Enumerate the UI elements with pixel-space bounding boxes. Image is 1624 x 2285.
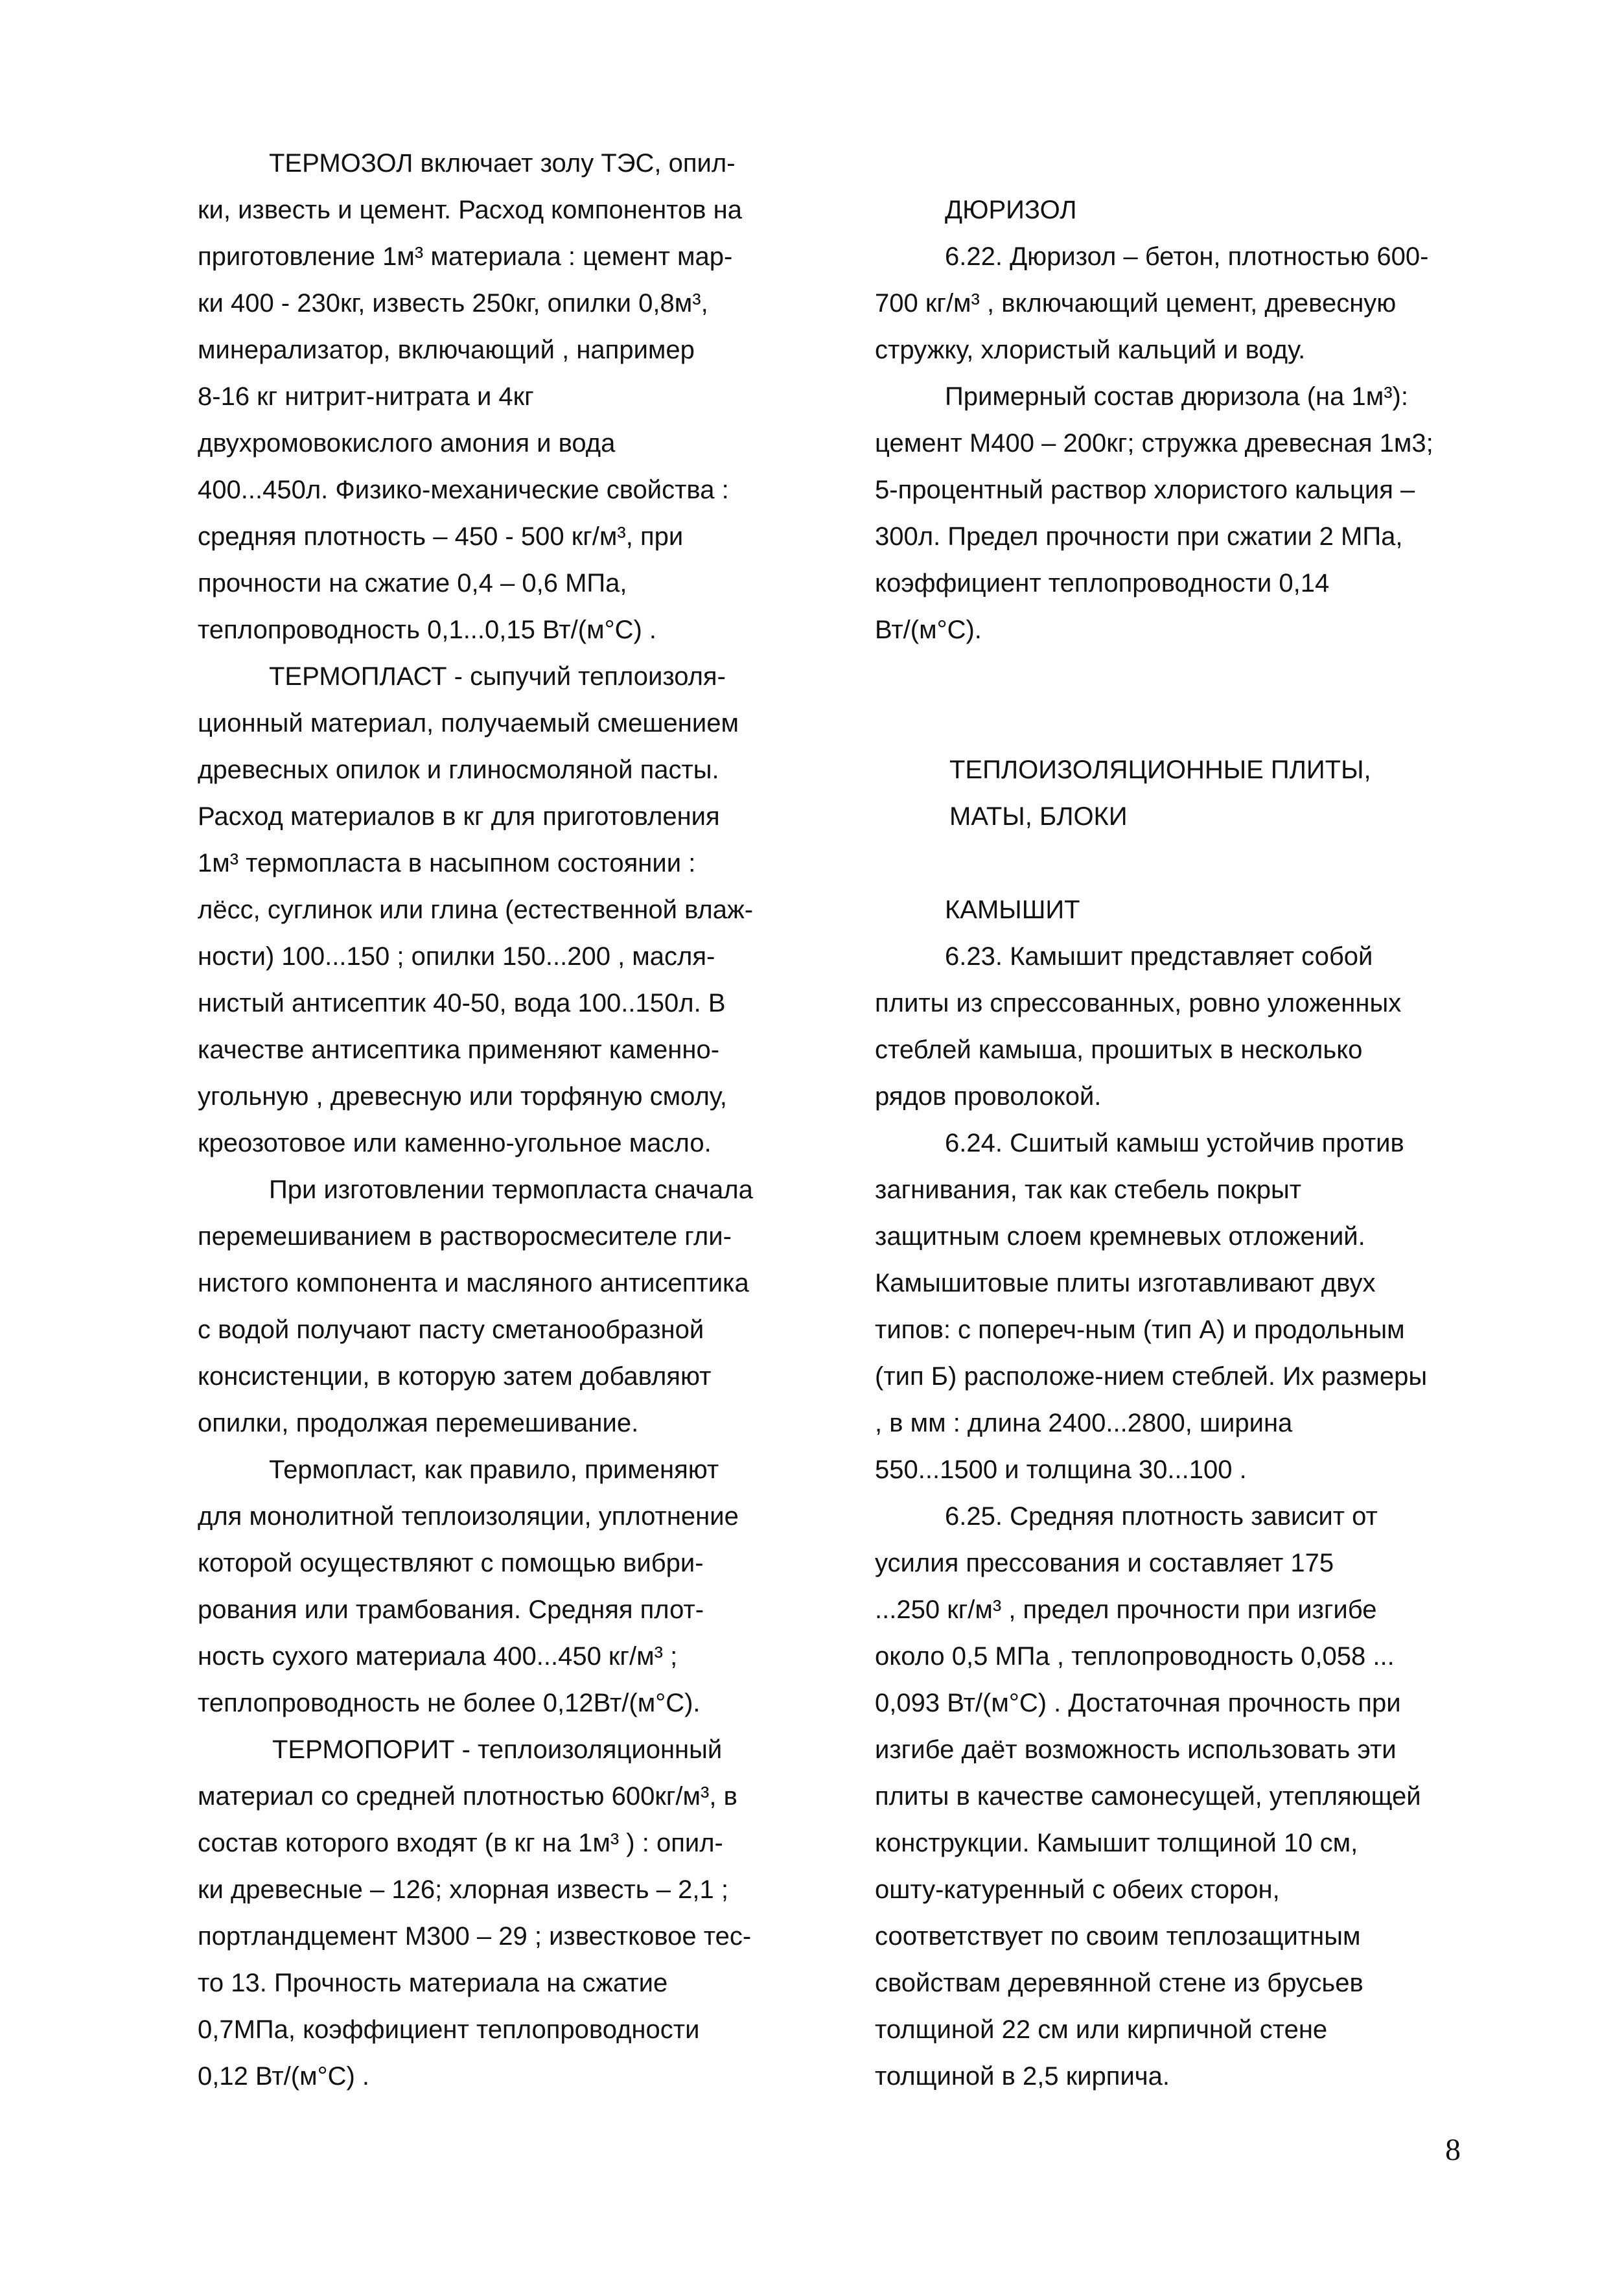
text-line: ности) 100...150 ; опилки 150...200 , масля- <box>198 942 715 971</box>
section-heading: КАМЫШИТ <box>945 896 1080 924</box>
text-line: средняя плотность – 450 - 500 кг/м³, при <box>198 522 684 551</box>
text-line: портландцемент М300 – 29 ; известковое тес- <box>198 1922 752 1951</box>
text-line: цемент М400 – 200кг; стружка древесная 1м3; <box>875 429 1433 458</box>
text-line: теплопроводность не более 0,12Вт/(м°С). <box>198 1689 701 1717</box>
text-line: около 0,5 МПа , теплопроводность 0,058 ... <box>875 1642 1395 1671</box>
text-line: с водой получают пасту сметанообразной <box>198 1316 704 1344</box>
text-line: плиты из спрессованных, ровно уложенных <box>875 989 1402 1017</box>
text-line: ность сухого материала 400...450 кг/м³ ; <box>198 1642 678 1671</box>
text-line: для монолитной теплоизоляции, уплотнение <box>198 1502 739 1531</box>
text-line: усилия прессования и составляет 175 <box>875 1549 1334 1577</box>
text-line: стружку, хлористый кальций и воду. <box>875 336 1306 364</box>
text-line: типов: с попереч-ным (тип А) и продольным <box>875 1316 1405 1344</box>
text-line: Вт/(м°С). <box>875 616 982 644</box>
text-line: материал со средней плотностью 600кг/м³, в <box>198 1782 737 1811</box>
page-number: 8 <box>1445 2133 1461 2167</box>
text-line: ционный материал, получаемый смешением <box>198 709 739 737</box>
text-line: Камышитовые плиты изготавливают двух <box>875 1269 1376 1297</box>
text-line: древесных опилок и глиносмоляной пасты. <box>198 756 719 784</box>
text-line: 550...1500 и толщина 30...100 . <box>875 1456 1247 1484</box>
text-line: 6.25. Средняя плотность зависит от <box>945 1502 1378 1531</box>
section-heading: ДЮРИЗОЛ <box>945 196 1077 224</box>
text-line: 8-16 кг нитрит-нитрата и 4кг <box>198 382 534 411</box>
text-line: опилки, продолжая перемешивание. <box>198 1409 639 1437</box>
text-line: 0,093 Вт/(м°С) . Достаточная прочность при <box>875 1689 1401 1717</box>
section-heading: ТЕПЛОИЗОЛЯЦИОННЫЕ ПЛИТЫ, <box>949 756 1371 784</box>
text-line: 1м³ термопласта в насыпном состоянии : <box>198 849 696 877</box>
text-line: консистенции, в которую затем добавляют <box>198 1362 712 1391</box>
text-line: соответствует по своим теплозащитным <box>875 1922 1361 1951</box>
text-line: Расход материалов в кг для приготовления <box>198 802 720 831</box>
text-line: минерализатор, включающий , например <box>198 336 695 364</box>
text-line: ки 400 - 230кг, известь 250кг, опилки 0,8м³, <box>198 289 708 318</box>
text-line: стеблей камыша, прошитых в несколько <box>875 1036 1363 1064</box>
text-line: Примерный состав дюризола (на 1м³): <box>945 382 1408 411</box>
text-line: приготовление 1м³ материала : цемент мар- <box>198 242 733 271</box>
text-line: 0,12 Вт/(м°С) . <box>198 2062 369 2091</box>
text-line: конструкции. Камышит толщиной 10 см, <box>875 1829 1358 1857</box>
text-line: креозотовое или каменно-угольное масло. <box>198 1129 712 1157</box>
text-line: теплопроводность 0,1...0,15 Вт/(м°С) . <box>198 616 657 644</box>
text-line: нистый антисептик 40-50, вода 100..150л. В <box>198 989 726 1017</box>
text-line: коэффициент теплопроводности 0,14 <box>875 569 1330 597</box>
text-line: прочности на сжатие 0,4 – 0,6 МПа, <box>198 569 627 597</box>
text-line: лёсс, суглинок или глина (естественной влаж- <box>198 896 754 924</box>
text-line: свойствам деревянной стене из брусьев <box>875 1969 1363 1997</box>
text-line: качестве антисептика применяют каменно- <box>198 1036 720 1064</box>
text-line: ошту-катуренный с обеих сторон, <box>875 1875 1280 1904</box>
section-heading: МАТЫ, БЛОКИ <box>949 802 1128 831</box>
text-line: толщиной 22 см или кирпичной стене <box>875 2015 1328 2044</box>
text-line: нистого компонента и масляного антисептика <box>198 1269 749 1297</box>
text-line: При изготовлении термопласта сначала <box>269 1176 753 1204</box>
text-line: (тип Б) расположе-нием стеблей. Их размеры <box>875 1362 1428 1391</box>
text-line: рядов проволокой. <box>875 1082 1102 1111</box>
text-line: двухромовокислого амония и вода <box>198 429 616 458</box>
text-line: защитным слоем кремневых отложений. <box>875 1222 1365 1251</box>
text-line: , в мм : длина 2400...2800, ширина <box>875 1409 1293 1437</box>
text-line: 6.23. Камышит представляет собой <box>945 942 1373 971</box>
text-line: 6.22. Дюризол – бетон, плотностью 600- <box>945 242 1429 271</box>
text-line: 6.24. Сшитый камыш устойчив против <box>945 1129 1404 1157</box>
text-line: 400...450л. Физико-механические свойства : <box>198 476 729 504</box>
text-line: ТЕРМОПЛАСТ - сыпучий теплоизоля- <box>269 662 726 691</box>
text-line: ТЕРМОПОРИТ - теплоизоляционный <box>272 1735 723 1764</box>
text-line: которой осуществляют с помощью вибри- <box>198 1549 704 1577</box>
text-line: 5-процентный раствор хлористого кальция – <box>875 476 1415 504</box>
text-line: ...250 кг/м³ , предел прочности при изгибе <box>875 1595 1377 1624</box>
text-line: рования или трамбования. Средняя плот- <box>198 1595 704 1624</box>
text-line: угольную , древесную или торфяную смолу, <box>198 1082 727 1111</box>
text-line: то 13. Прочность материала на сжатие <box>198 1969 668 1997</box>
text-line: плиты в качестве самонесущей, утепляющей <box>875 1782 1421 1811</box>
text-line: состав которого входят (в кг на 1м³ ) : опил- <box>198 1829 723 1857</box>
text-line: Термопласт, как правило, применяют <box>269 1456 719 1484</box>
text-line: 0,7МПа, коэффициент теплопроводности <box>198 2015 700 2044</box>
text-line: ки древесные – 126; хлорная известь – 2,1 ; <box>198 1875 728 1904</box>
text-line: изгибе даёт возможность использовать эти <box>875 1735 1397 1764</box>
text-line: толщиной в 2,5 кирпича. <box>875 2062 1170 2091</box>
text-line: перемешиванием в растворосмесителе гли- <box>198 1222 732 1251</box>
text-line: ТЕРМОЗОЛ включает золу ТЭС, опил- <box>269 149 736 178</box>
text-line: ки, известь и цемент. Расход компонентов на <box>198 196 742 224</box>
text-line: 300л. Предел прочности при сжатии 2 МПа, <box>875 522 1403 551</box>
text-line: 700 кг/м³ , включающий цемент, древесную <box>875 289 1397 318</box>
text-line: загнивания, так как стебель покрыт <box>875 1176 1302 1204</box>
